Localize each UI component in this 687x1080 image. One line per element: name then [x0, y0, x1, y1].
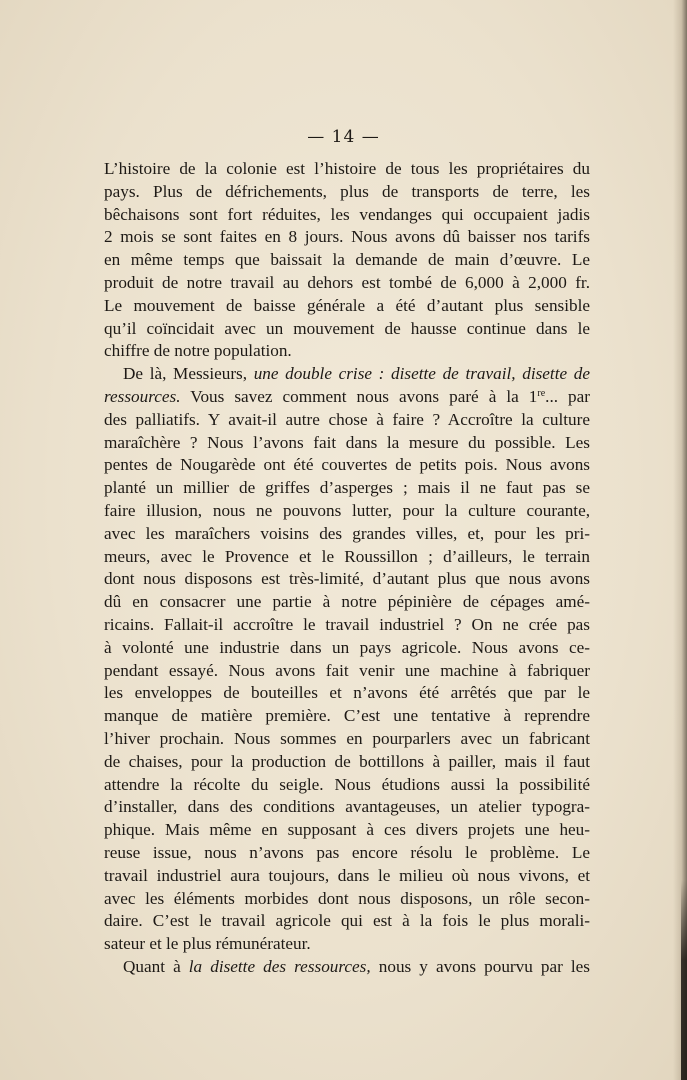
text-line: pays. Plus de défrichements, plus de transports de terre, les	[104, 181, 590, 201]
text-line: L’histoire de la colonie est l’histoire de tous les propriétaires du	[104, 159, 590, 178]
text-line: planté un millier de griffes d’asperges ; mais il ne faut pas se	[104, 478, 590, 498]
text-line: daire. C’est le travail agricole qui est à la fois le plus morali-	[104, 911, 590, 931]
text-line: attendre la récolte du seigle. Nous étudions aussi la possibilité	[104, 774, 590, 794]
text-line: produit de notre travail au dehors est tombé de 6,000 à 2,000 fr.	[104, 272, 590, 292]
text-line: pendant essayé. Nous avons fait venir une machine à fabriquer	[104, 660, 590, 680]
text-line: chiffre de notre population.	[104, 341, 292, 361]
page-edge-dark	[681, 880, 687, 1080]
text-line: travail industriel aura toujours, dans le milieu où nous vivons, et	[104, 865, 590, 885]
text-line: qu’il coïncidait avec un mouvement de hausse continue dans le	[104, 318, 590, 338]
text-line: avec les maraîchers voisins des grandes villes, et, pour les pri-	[104, 523, 590, 543]
italic-text: la disette des ressources,	[188, 956, 371, 976]
text-line: ricains. Fallait-il accroître le travail industriel ? On ne crée pas	[104, 614, 590, 634]
text-line: reuse issue, nous n’avons pas encore résolu le problème. Le	[104, 842, 590, 862]
text-line: pentes de Nougarède ont été couvertes de petits pois. Nous avons	[104, 455, 590, 475]
italic-text: ressources.	[104, 386, 181, 406]
body-text	[104, 158, 590, 979]
text-line: avec les éléments morbides dont nous disposons, un rôle secon-	[104, 888, 590, 908]
text-line: à volonté une industrie dans un pays agricole. Nous avons ce-	[104, 637, 590, 657]
italic-text: une double crise : disette de travail, disette de	[253, 364, 590, 384]
page-number: — 14 —	[307, 127, 380, 147]
text-line: 2 mois se sont faites en 8 jours. Nous avons dû baisser nos tarifs	[104, 227, 590, 247]
text-line: ressources. Vous savez comment nous avons paré à la 1re... par	[104, 386, 590, 406]
text-line: Le mouvement de baisse générale a été d’autant plus sensible	[104, 295, 590, 315]
text-line: les enveloppes de bouteilles et n’avons été arrêtés que par le	[104, 683, 590, 703]
superscript: re	[537, 387, 546, 399]
text-line: maraîchère ? Nous l’avons fait dans la mesure du possible. Les	[104, 432, 590, 452]
text-line: phique. Mais même en supposant à ces divers projets une heu-	[104, 820, 590, 840]
text-line: dû en consacrer une partie à notre pépinière de cépages amé-	[104, 592, 590, 612]
text-line: d’installer, dans des conditions avantageuses, un atelier typogra-	[104, 797, 590, 817]
text-line: de chaises, pour la production de bottillons à pailler, mais il faut	[104, 751, 590, 771]
text-line: manque de matière première. C’est une tentative à reprendre	[104, 706, 590, 726]
text-line: dont nous disposons est très-limité, d’autant plus que nous avons	[104, 569, 590, 589]
text-line: Quant à la disette des ressources, nous y avons pourvu par les	[123, 956, 590, 976]
text-line: en même temps que baissait la demande de main d’œuvre. Le	[104, 250, 590, 270]
text-line: des palliatifs. Y avait-il autre chose à faire ? Accroître la culture	[104, 409, 590, 429]
text-line: meurs, avec le Provence et le Roussillon ; d’ailleurs, le terrain	[104, 546, 590, 566]
text-line: sateur et le plus rémunérateur.	[104, 934, 311, 954]
text-line: l’hiver prochain. Nous sommes en pourparlers avec un fabricant	[104, 728, 590, 748]
text-line: bêchaisons sont fort réduites, les vendanges qui occupaient jadis	[104, 204, 590, 224]
text-line: De là, Messieurs, une double crise : disette de travail, disette de	[123, 364, 590, 384]
text-line: faire illusion, nous ne pouvons lutter, pour la culture courante,	[104, 500, 590, 520]
